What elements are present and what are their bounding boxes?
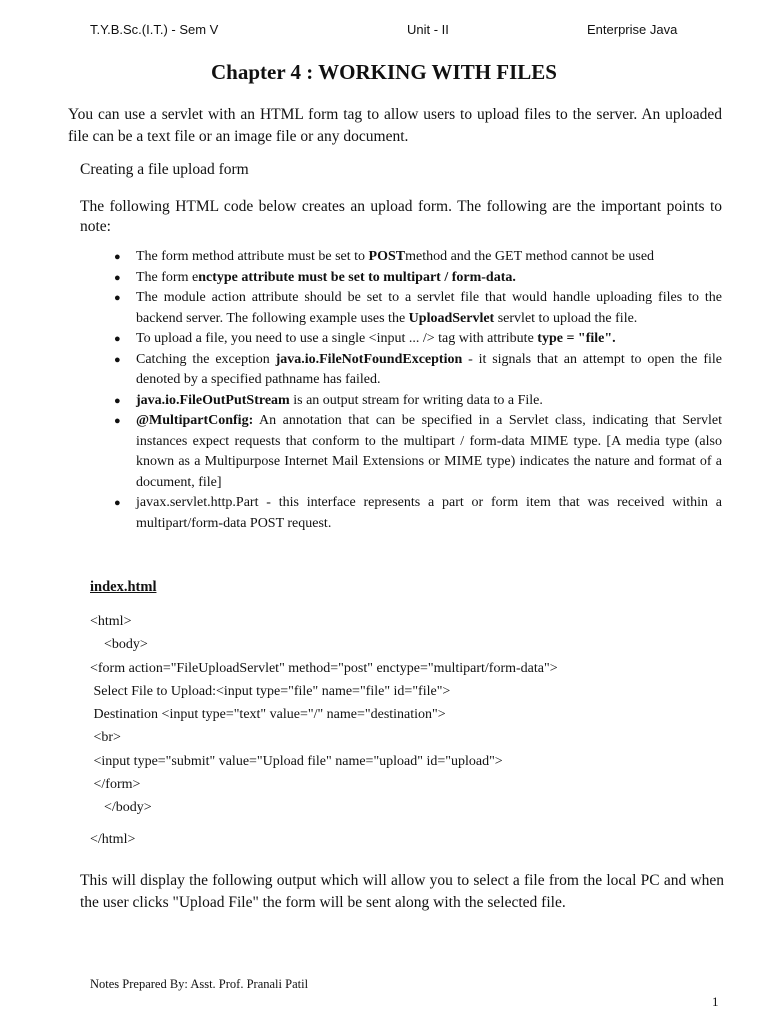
- intro-paragraph: You can use a servlet with an HTML form tag to allow users to upload files to the server. An uploaded file can be a text file or an image file or any document.: [68, 106, 722, 145]
- list-item: ● The form method attribute must be set to POSTmethod and the GET method cannot be used: [136, 247, 722, 268]
- code-line: </form>: [90, 777, 141, 792]
- page-footer: Notes Prepared By: Asst. Prof. Pranali Patil: [90, 977, 309, 991]
- list-item: ● To upload a file, you need to use a single <input ... /> tag with attribute type = "file".: [136, 329, 722, 350]
- code-line: <body>: [90, 637, 148, 652]
- lead-paragraph: The following HTML code below creates an upload form. The following are the important points to note:: [80, 198, 722, 235]
- chapter-title: Chapter 4 : WORKING WITH FILES: [211, 60, 557, 84]
- list-item: ● The module action attribute should be set to a servlet file that would handle uploading files to the backend server. The following example uses the UploadServlet servlet to upload the file.: [136, 288, 722, 329]
- section-subheading: Creating a file upload form: [80, 161, 249, 178]
- code-line: </body>: [90, 800, 152, 815]
- header-course: T.Y.B.Sc.(I.T.) - Sem V: [90, 22, 219, 37]
- code-line: </html>: [90, 832, 136, 847]
- list-item: ● Catching the exception java.io.FileNotFoundException - it signals that an attempt to open the file denoted by a specified pathname has failed.: [136, 350, 722, 391]
- code-line: Select File to Upload:<input type="file" name="file" id="file">: [90, 684, 451, 699]
- code-line: <input type="submit" value="Upload file" name="upload" id="upload">: [90, 754, 503, 769]
- code-line: Destination <input type="text" value="/" name="destination">: [90, 707, 446, 722]
- code-line: <html>: [90, 614, 132, 629]
- code-filename: index.html: [90, 579, 157, 595]
- code-line: <form action="FileUploadServlet" method="post" enctype="multipart/form-data">: [90, 661, 558, 676]
- header-unit: Unit - II: [407, 22, 449, 37]
- code-line: <br>: [90, 730, 121, 745]
- list-item: ● The form enctype attribute must be set to multipart / form-data.: [136, 268, 722, 289]
- header-subject: Enterprise Java: [587, 22, 678, 37]
- points-list: [80, 247, 722, 534]
- list-item: ● javax.servlet.http.Part - this interface represents a part or form item that was received within a multipart/form-data POST request.: [136, 493, 722, 534]
- list-item: ● java.io.FileOutPutStream is an output stream for writing data to a File.: [136, 391, 722, 412]
- page-number: 1: [712, 994, 719, 1009]
- outro-paragraph: This will display the following output which will allow you to select a file from the local PC and when the user clicks "Upload File" the form will be sent along with the selected file.: [80, 872, 724, 911]
- list-item: ● @MultipartConfig: An annotation that can be specified in a Servlet class, indicating that Servlet instances expect requests that conform to the multipart / form-data MIME type. [A media type (also known as a Multipurpose Internet Mail Extensions or MIME type) indicates the nature and format of a document, file]: [136, 411, 722, 493]
- page-header: [0, 22, 768, 42]
